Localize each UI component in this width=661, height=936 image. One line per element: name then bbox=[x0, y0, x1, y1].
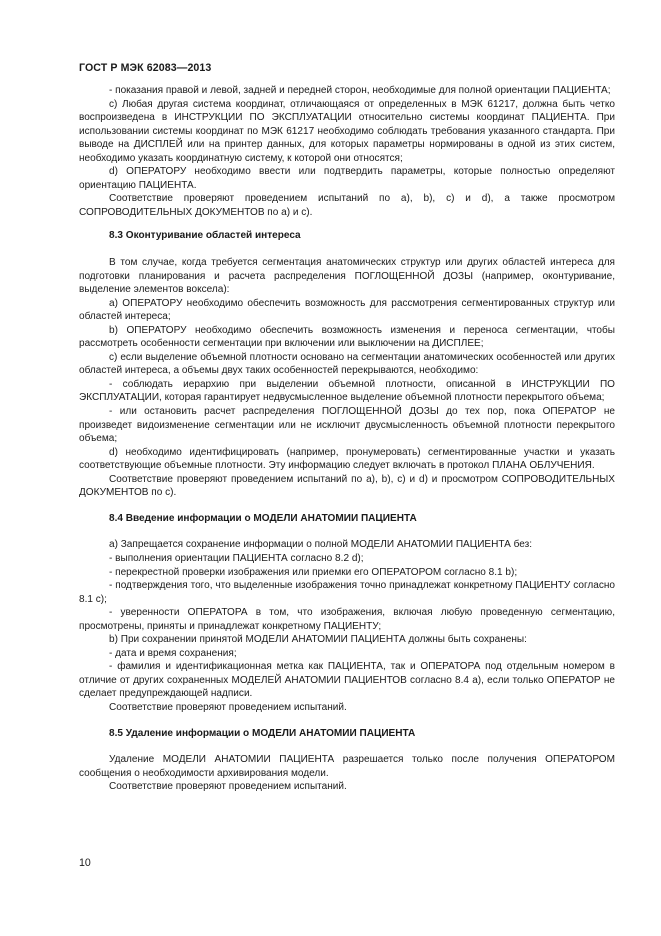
section-heading-8-3: 8.3 Оконтуривание областей интереса bbox=[109, 230, 301, 242]
paragraph: b) ОПЕРАТОРУ необходимо обеспечить возможность изменения и переноса сегментации, чтобы рассмотреть особенности сегментации при включении или выключении на ДИСПЛЕЕ; bbox=[79, 324, 615, 350]
paragraph: Удаление МОДЕЛИ АНАТОМИИ ПАЦИЕНТА разрешается только после получения ОПЕРАТОРОМ сообщения о необходимости архивирования модели. bbox=[79, 754, 615, 779]
paragraph: Соответствие проверяют проведением испытаний по а), b), с) и d), а также просмотром СОПРОВОДИТЕЛЬНЫХ ДОКУМЕНТОВ по а) и с). bbox=[79, 193, 615, 218]
section-8-3-body bbox=[79, 256, 615, 500]
section-8-4-body bbox=[79, 538, 615, 714]
paragraph: Соответствие проверяют проведением испытаний по а), b), с) и d) и просмотром СОПРОВОДИТЕЛЬНЫХ ДОКУМЕНТОВ по с). bbox=[79, 473, 615, 499]
section-8-5-body bbox=[79, 753, 615, 794]
section-heading-8-4: 8.4 Введение информации о МОДЕЛИ АНАТОМИИ ПАЦИЕНТА bbox=[109, 512, 417, 524]
paragraph: b) При сохранении принятой МОДЕЛИ АНАТОМИИ ПАЦИЕНТА должны быть сохранены: bbox=[109, 634, 527, 646]
paragraph: - уверенности ОПЕРАТОРА в том, что изображения, включая любую проведенную сегментацию, просмотрены, приняты и принадлежат конкретному ПАЦИЕНТУ; bbox=[79, 607, 615, 632]
page-number: 10 bbox=[79, 857, 91, 869]
document-body bbox=[79, 84, 615, 794]
paragraph: - перекрестной проверки изображения или приемки его ОПЕРАТОРОМ согласно 8.1 b); bbox=[109, 566, 518, 578]
paragraph: с) Любая другая система координат, отличающаяся от определенных в МЭК 61217, должна быть четко воспроизведена в ИНСТРУКЦИИ ПО ЭКСПЛУАТАЦИИ относительно системы координат ПАЦИЕНТА. При использовании системы координат по МЭК 61217 необходимо соблюдать требования указанного стандарта. При выводе на ДИСПЛЕЙ или на принтер данных, для которых параметры нормированы в одной из этих систем, необходимо указать координатную систему, к которой они относятся; bbox=[79, 98, 615, 164]
intro-block bbox=[79, 84, 615, 219]
paragraph: - фамилия и идентификационная метка как ПАЦИЕНТА, так и ОПЕРАТОРА под отдельным номером в отличие от других сохраненных МОДЕЛЕЙ АНАТОМИИ ПАЦИЕНТОВ согласно 8.4 а), если только ОПЕРАТОР не сделает предупреждающей надписи. bbox=[79, 661, 615, 700]
paragraph: - дата и время сохранения; bbox=[109, 647, 237, 659]
paragraph: - показания правой и левой, задней и передней сторон, необходимые для полной ориентации ПАЦИЕНТА; bbox=[109, 85, 611, 96]
paragraph: - выполнения ориентации ПАЦИЕНТА согласно 8.2 d); bbox=[109, 552, 364, 564]
paragraph: - подтверждения того, что выделенные изображения точно принадлежат конкретному ПАЦИЕНТУ согласно 8.1 с); bbox=[79, 580, 615, 605]
paragraph: d) необходимо идентифицировать (например, пронумеровать) сегментированные участки и указать соответствующие объемные плотности. Эту информацию следует включать в протокол ПЛАНА ОБЛУЧЕНИЯ. bbox=[79, 446, 615, 472]
paragraph: - или остановить расчет распределения ПОГЛОЩЕННОЙ ДОЗЫ до тех пор, пока ОПЕРАТОР не произведет видоизменение сегментации или не исключит двусмысленность объемной плотности перекрытого объема; bbox=[79, 406, 615, 445]
paragraph: Соответствие проверяют проведением испытаний. bbox=[109, 701, 347, 713]
page-header: ГОСТ Р МЭК 62083—2013 bbox=[79, 62, 212, 74]
paragraph: - соблюдать иерархию при выделении объемной плотности, описанной в ИНСТРУКЦИИ ПО ЭКСПЛУАТАЦИИ, которая гарантирует недвусмысленное выделение объемной плотности перекрытого объема; bbox=[79, 378, 615, 404]
paragraph: Соответствие проверяют проведением испытаний. bbox=[109, 781, 347, 793]
paragraph: d) ОПЕРАТОРУ необходимо ввести или подтвердить параметры, которые полностью определяют ориентацию ПАЦИЕНТА. bbox=[79, 166, 615, 191]
paragraph: с) если выделение объемной плотности основано на сегментации анатомических особенностей или других областей интереса, а объемы двух таких особенностей перекрываются, необходимо: bbox=[79, 351, 615, 377]
paragraph: В том случае, когда требуется сегментация анатомических структур или других областей интереса для подготовки планирования и расчета распределения ПОГЛОЩЕННОЙ ДОЗЫ (например, оконтуривание, выделение элементов воксела): bbox=[79, 257, 615, 296]
paragraph: а) ОПЕРАТОРУ необходимо обеспечить возможность для рассмотрения сегментированных структур или областей интереса; bbox=[79, 297, 615, 323]
section-heading-8-5: 8.5 Удаление информации о МОДЕЛИ АНАТОМИИ ПАЦИЕНТА bbox=[109, 727, 416, 739]
paragraph: а) Запрещается сохранение информации о полной МОДЕЛИ АНАТОМИИ ПАЦИЕНТА без: bbox=[109, 539, 533, 551]
